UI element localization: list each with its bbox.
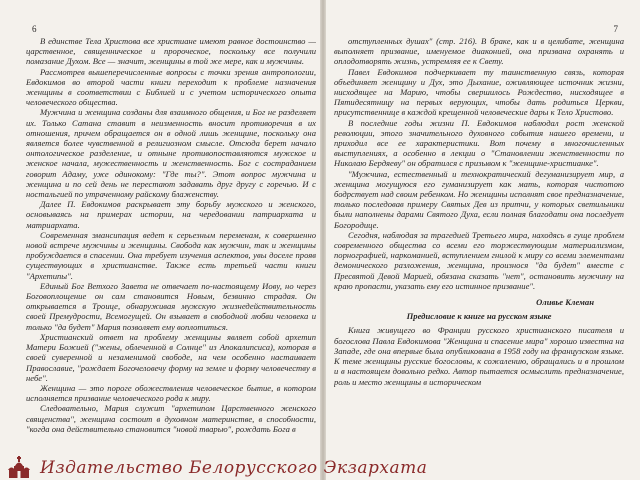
signature: Оливье Клеман <box>536 297 594 308</box>
paragraph: "Мужчина, естественный и технократический дегуманизирует мир, а женщина могущуюся его гуманизирует как мать, которая чистотою бодрствует над своим ребенком. Но женщины исполнят свое предназначение, только последовав примеру Святых Дев из притчи, у которых светильники были наполнены дарами Святого Духа, если полная благодати она последует Богородице. <box>334 168 624 230</box>
right-page-body <box>334 36 624 387</box>
book-gutter <box>320 0 326 480</box>
footer-watermark <box>0 456 640 480</box>
paragraph: Рассмотрев вышеперечисленные вопросы с точки зрения антропологии, Евдокимов во второй части книги переходит к проблеме назначения женщины в соответствии с Библией и с учетом исторического опыта человеческого общества. <box>26 66 316 108</box>
publisher-name: Издательство Белорусского Экзархата <box>40 458 428 478</box>
paragraph: В единстве Тела Христова все христиане имеют равное достоинство — царственное, священническое и пророческое, поскольку все получили помазание Духом. Все — значит, женщины в той же мере, как и мужчины. <box>26 36 316 67</box>
paragraph: Павел Евдокимов подчеркивает ту таинственную связь, которая объединяет женщину и Дух, это Дыхание, оживляющее источник жизни, нисходящее на Марию, чтобы свершилось Рождество, нисходящее в Пятидесятницу на первых верующих, чтобы дать родиться Церкви, присутственнице в каждой крещенной человеческие дары к Тело Христово. <box>334 66 624 118</box>
paragraph: Единый Бог Ветхого Завета не отвечает по-настоящему Иову, но через Боговоплощение он сам становится Новым, безвинно страдая. Он открывается в Троице, обнаруживая мужскую жизнедействительность своей Премудрости, Всемогущей. Он взывает в свободной любви человека и только "да будет" Мария позволяет ему воплотиться. <box>26 280 316 332</box>
paragraph: Далее П. Евдокимов раскрывает эту борьбу мужского и женского, основываясь на примерах истории, на чередовании патриархата и матриархата. <box>26 199 316 230</box>
section-heading: Предисловие к книге на русском языке <box>406 311 552 322</box>
page-number-right: 7 <box>613 24 618 34</box>
page-number-left: 6 <box>32 24 37 34</box>
paragraph: В последние годы жизни П. Евдокимов наблюдал рост женской революции, этого значительного духовного события нашего времени, и приходил все ее характеристики. Вот почему в многочисленных выступлениях, а особенно в лекции о "Становлении женственности по Николаю Бердяеву" он обратился с призывом к "женщине-христианке". <box>334 117 624 169</box>
church-logo-icon <box>6 456 32 480</box>
paragraph: Книга живущего во Франции русского христианского писателя и богослова Павла Евдокимова "Женщина и спасение мира" хорошо известна на Западе, где она впервые была опубликована в 1958 году на французском языке. К теме женщины русские богословы, к сожалению, обращались и в прошлом и в настоящем довольно редко. Автор пытается осмыслить предназначение, роль и место женщины в историческом <box>334 325 624 387</box>
paragraph: Современная эмансипация ведет к серьезным переменам, к совершенно новой встрече мужчины и женщины. Свобода как мужчин, так и женщины пробуждается в спасении. Она требует изучения аспектов, увы доселе прояв существующих в христианстве. Также есть третьей части книги "Архетипы". <box>26 229 316 281</box>
paragraph: Христианский ответ на проблему женщины являет собой архетип Матери Божией ("жены, облеченной в Солнце" из Апокалипсиса), которая в своей суверенной и незаменимой свободе, на чем особенно настаивает Православие, "рождает Богочеловечу форму на земле и форму человечеству в небе". <box>26 331 316 383</box>
right-page <box>334 22 624 458</box>
paragraph: Женщина — это пороге обожествления человеческое бытие, в котором исполняется призвание человеческого рода к миру. <box>26 382 316 404</box>
paragraph: Сегодня, наблюдая за трагедией Третьего мира, находясь в гуще проблем современного общества со всеми его торжествующим материализмом, порнографией, наркоманией, вступлением гнилой к миру со всеми элементами демонического разложения, женщина, произнося "да будет" вместе с Пресвятой Девой Марией, обязана сказать "нет", остановить мужчину на краю пропасти, указать ему его истинное призвание". <box>334 229 624 291</box>
left-page-body <box>26 36 316 434</box>
paragraph: Мужчина и женщина созданы для взаимного общения, и Бог не разделяет их. Только Сатана ставит в неизменность вносит противоречия в их отношения, причем обращается он в одной лишь женщине, поскольку она является более чувственной в религиозном смысле. Отсюда берет начало онтологическое разделение, и отныне противопоставляются мужское и женское начала, мужественность и женственность. Бог с состраданием говорит Адаму, уже одинокому: "Где ты?". Этот вопрос мужчина и женщина и по сей день не перестают задавать друг другу с горечью. И с ностальгией по утраченному райскому блаженству. <box>26 107 316 200</box>
paragraph: отступленных душах" (стр. 216). В браке, как и в целибате, женщина выполняет призвание, именуемое диаконией, она призвана охранять и оплодотворять жизнь, устремляя ее к Свету. <box>334 36 624 67</box>
paragraph: Следовательно, Мария служит "архетипом Царственного женского священства", женщина состоит в духовном материнстве, в способности, "когда она действительно становится "новой тварью", рождать Бога в <box>26 403 316 434</box>
left-page <box>26 22 316 458</box>
